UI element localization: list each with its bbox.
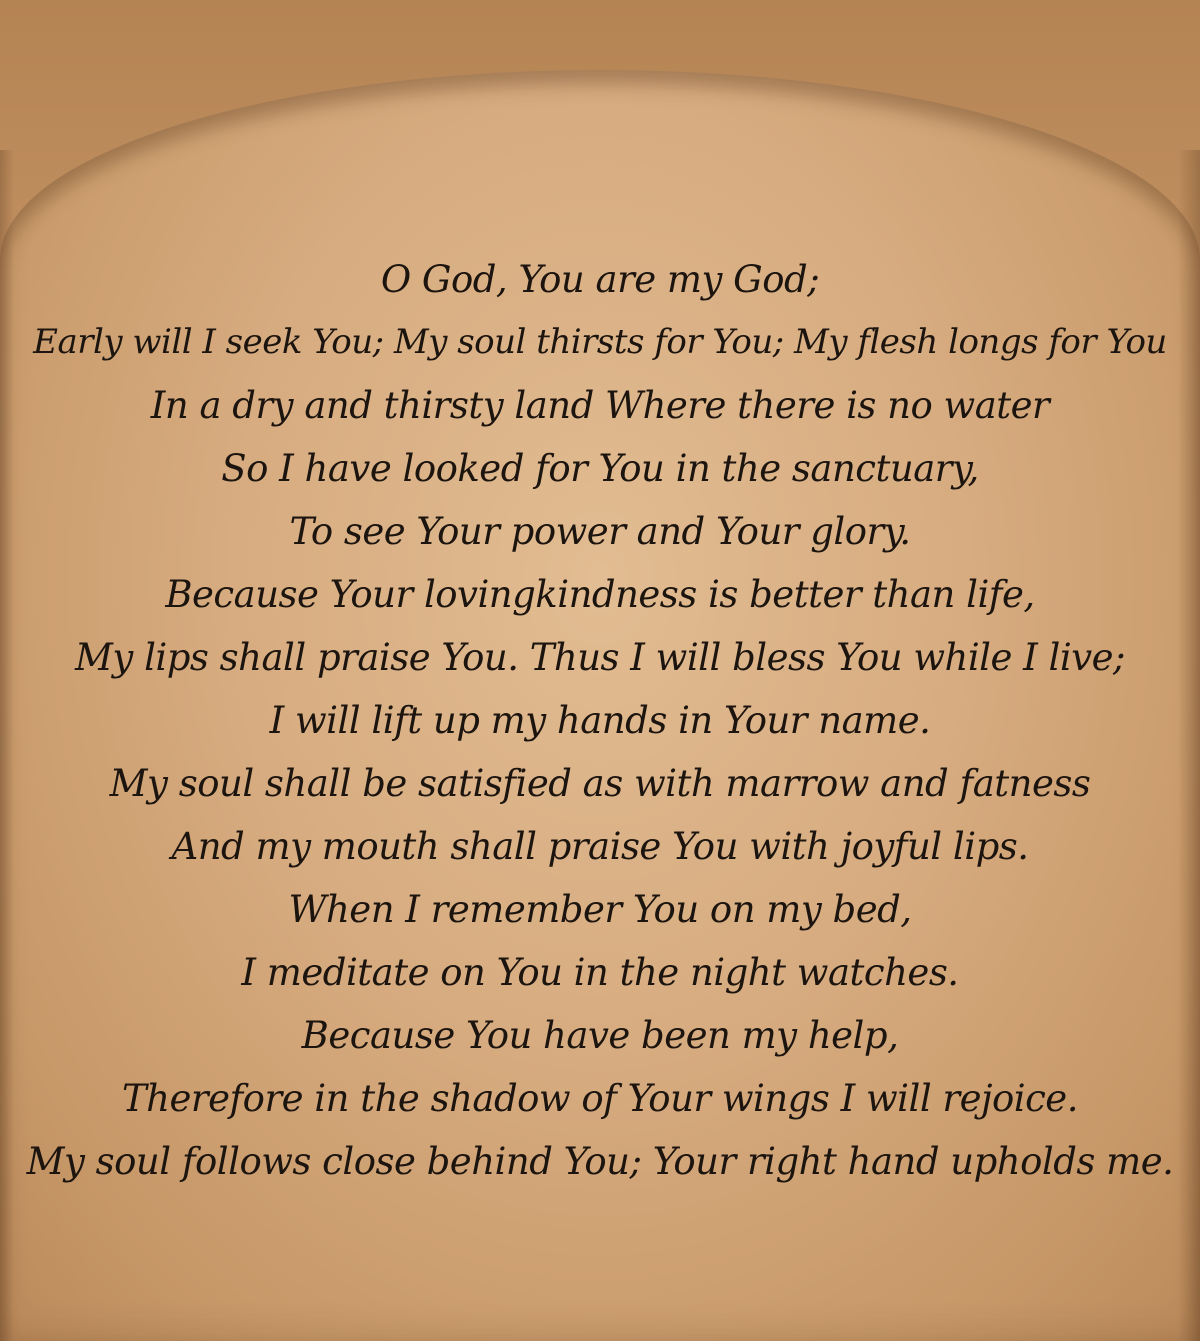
- verse-line: Therefore in the shadow of Your wings I will rejoice.: [122, 1077, 1078, 1120]
- verse-line: Early will I seek You; My soul thirsts for You; My flesh longs for You: [33, 322, 1167, 362]
- verse-line: I will lift up my hands in Your name.: [269, 699, 931, 742]
- verse-line: To see Your power and Your glory.: [289, 510, 911, 553]
- verse-line: I meditate on You in the night watches.: [241, 951, 959, 994]
- niche-right-edge: [1178, 150, 1200, 1341]
- verse-line: When I remember You on my bed,: [288, 888, 912, 931]
- verse-line: My lips shall praise You. Thus I will bless You while I live;: [75, 636, 1125, 679]
- verse-line: In a dry and thirsty land Where there is no water: [150, 384, 1050, 427]
- verse-line: O God, You are my God;: [380, 258, 820, 301]
- verse-line: And my mouth shall praise You with joyful lips.: [171, 825, 1029, 868]
- verse-line: My soul follows close behind You; Your right hand upholds me.: [26, 1140, 1174, 1183]
- verse-line: Because Your lovingkindness is better than life,: [165, 573, 1035, 616]
- verse-line: Because You have been my help,: [301, 1014, 899, 1057]
- scripture-wall-decal: [20, 248, 1180, 1193]
- verse-line: So I have looked for You in the sanctuary,: [221, 447, 979, 490]
- niche-left-edge: [0, 150, 14, 1341]
- verse-line: My soul shall be satisfied as with marrow and fatness: [109, 762, 1091, 805]
